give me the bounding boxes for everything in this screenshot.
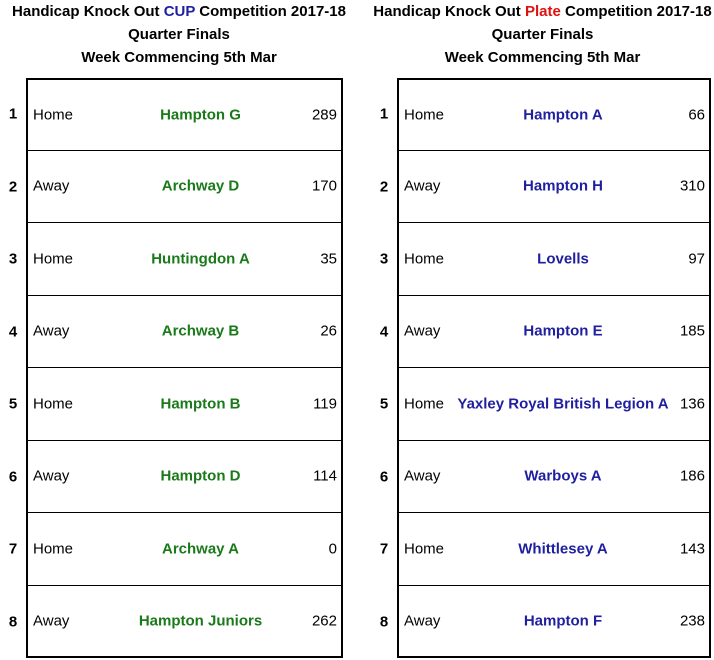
fixture-venue: Away <box>404 177 441 195</box>
fixture-team: Hampton F <box>523 612 603 630</box>
fixture-score: 26 <box>320 322 337 340</box>
fixture-number: 6 <box>379 468 389 486</box>
fixture-venue: Away <box>404 322 441 340</box>
fixture-venue: Home <box>33 250 74 268</box>
fixture-cell <box>397 586 711 659</box>
fixture-score: 186 <box>679 467 705 485</box>
fixture-number: 2 <box>379 178 389 196</box>
fixture-cell <box>26 368 343 441</box>
fixture-number: 8 <box>8 613 18 631</box>
fixture-number: 6 <box>8 468 18 486</box>
fixture-team: Whittlesey A <box>518 540 608 558</box>
plate-title <box>371 0 714 23</box>
fixture-score: 170 <box>311 177 337 195</box>
fixture-number: 3 <box>8 250 18 268</box>
fixture-team: Hampton E <box>523 322 603 340</box>
fixture-team: Hampton B <box>160 395 241 413</box>
fixture-venue: Away <box>33 177 70 195</box>
fixture-cell <box>397 441 711 514</box>
plate-title-suffix: Competition 2017-18 <box>560 3 712 20</box>
fixture-number: 5 <box>8 395 18 413</box>
fixture-cell <box>397 513 711 586</box>
fixture-cell <box>397 223 711 296</box>
fixture-score: 136 <box>679 395 705 413</box>
fixture-number: 1 <box>379 105 389 123</box>
fixture-cell <box>26 78 343 151</box>
fixture-number: 4 <box>379 323 389 341</box>
fixture-team: Hampton G <box>160 106 241 124</box>
fixture-team: Archway D <box>161 177 240 195</box>
fixture-number: 7 <box>8 540 18 558</box>
fixture-team: Hampton A <box>523 106 603 124</box>
cup-title <box>0 0 358 23</box>
cup-panel <box>0 0 358 631</box>
fixture-cell <box>397 296 711 369</box>
plate-week: Week Commencing 5th Mar <box>444 49 641 66</box>
plate-round: Quarter Finals <box>491 26 594 43</box>
fixture-venue: Away <box>404 467 441 485</box>
fixture-team: Yaxley Royal British Legion A <box>457 395 669 413</box>
fixture-venue: Away <box>404 612 441 630</box>
fixture-team: Huntingdon A <box>151 250 250 268</box>
fixture-number: 5 <box>379 395 389 413</box>
fixture-cell <box>26 296 343 369</box>
fixture-venue: Away <box>33 322 70 340</box>
fixture-venue: Home <box>33 106 74 124</box>
cup-title-accent: CUP <box>163 3 196 20</box>
fixture-score: 35 <box>320 250 337 268</box>
fixture-team: Hampton H <box>523 177 603 195</box>
fixture-score: 97 <box>688 250 705 268</box>
fixture-cell <box>26 513 343 586</box>
fixture-venue: Home <box>404 395 445 413</box>
fixture-score: 289 <box>311 106 337 124</box>
plate-title-prefix: Handicap Knock Out <box>373 3 525 20</box>
fixture-score: 238 <box>679 612 705 630</box>
fixture-cell <box>397 151 711 224</box>
fixture-number: 4 <box>8 323 18 341</box>
fixture-number: 2 <box>8 178 18 196</box>
fixture-score: 0 <box>328 540 337 558</box>
cup-round: Quarter Finals <box>128 26 230 43</box>
fixture-team: Warboys A <box>524 467 602 485</box>
fixture-venue: Home <box>404 106 445 124</box>
fixture-venue: Away <box>33 612 70 630</box>
fixture-venue: Home <box>404 540 445 558</box>
fixture-number: 7 <box>379 540 389 558</box>
fixture-number: 3 <box>379 250 389 268</box>
fixture-venue: Home <box>404 250 445 268</box>
fixture-venue: Home <box>33 395 74 413</box>
fixture-cell <box>26 223 343 296</box>
fixture-score: 185 <box>679 322 705 340</box>
fixture-cell <box>397 368 711 441</box>
cup-title-prefix: Handicap Knock Out <box>12 3 164 20</box>
fixture-venue: Home <box>33 540 74 558</box>
fixture-score: 143 <box>679 540 705 558</box>
fixture-cell <box>26 441 343 514</box>
fixture-team: Hampton Juniors <box>138 612 263 630</box>
fixture-score: 310 <box>679 177 705 195</box>
plate-panel <box>371 0 714 631</box>
fixture-score: 114 <box>313 467 337 485</box>
fixture-score: 119 <box>313 395 337 413</box>
fixture-team: Archway A <box>162 540 239 558</box>
fixture-team: Archway B <box>161 322 240 340</box>
fixture-cell <box>26 151 343 224</box>
cup-week: Week Commencing 5th Mar <box>81 49 277 66</box>
fixture-number: 8 <box>379 613 389 631</box>
cup-title-suffix: Competition 2017-18 <box>195 3 346 20</box>
fixture-cell <box>26 586 343 659</box>
fixture-score: 262 <box>311 612 337 630</box>
fixture-team: Lovells <box>537 250 589 268</box>
fixture-team: Hampton D <box>160 467 241 485</box>
plate-title-accent: Plate <box>524 3 561 20</box>
fixture-number: 1 <box>8 105 18 123</box>
fixture-score: 66 <box>688 106 705 124</box>
fixture-cell <box>397 78 711 151</box>
fixture-venue: Away <box>33 467 70 485</box>
